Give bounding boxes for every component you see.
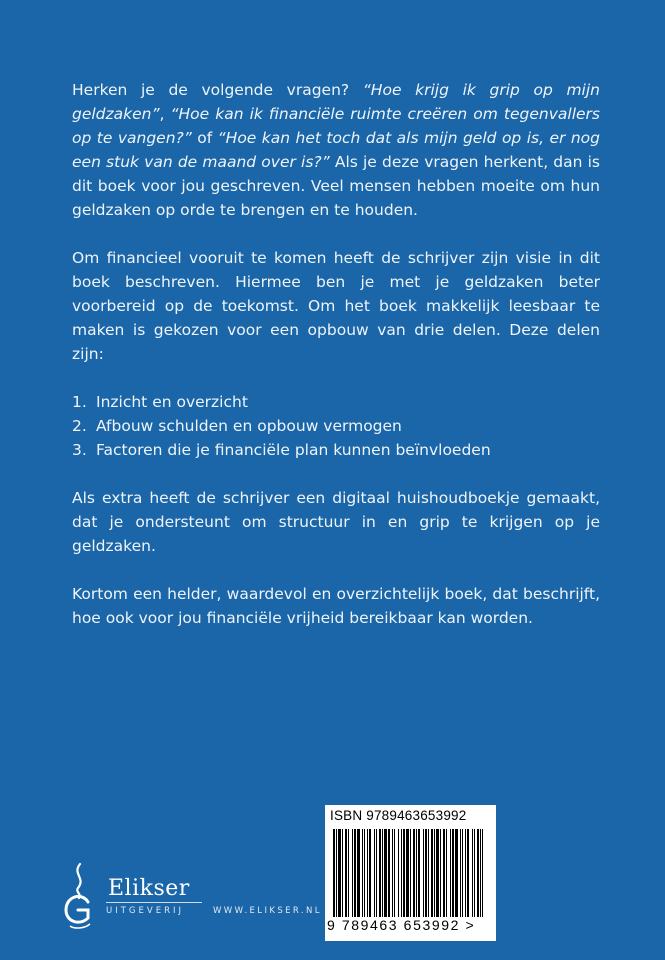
barcode-bar — [384, 829, 387, 917]
barcode-bar — [394, 829, 395, 917]
barcode-bar — [423, 829, 424, 917]
publisher-name: Elikser — [108, 876, 190, 901]
barcode-bar — [364, 829, 365, 917]
list-text: Afbouw schulden en opbouw vermogen — [96, 417, 402, 435]
list-number: 1. — [72, 393, 87, 411]
isbn-label: ISBN 9789463653992 — [330, 808, 467, 823]
barcode-bar — [465, 829, 466, 917]
barcode-bar — [472, 829, 473, 917]
barcode-bar — [431, 829, 433, 917]
publisher-logo — [58, 862, 208, 932]
list-number: 3. — [72, 441, 87, 459]
elikser-flame-icon — [58, 862, 98, 930]
barcode-bar — [338, 829, 341, 917]
paragraph-summary: Kortom een helder, waardevol en overzichtelijk boek, dat beschrijft, hoe ook voor jou financiële vrijheid bereikbaar kan worden. — [72, 585, 600, 627]
publisher-subtitle: UITGEVERIJ — [106, 906, 184, 916]
separator-1: , — [159, 105, 171, 123]
barcode-bar — [398, 829, 399, 917]
question-3: “Hoe kan het toch dat als mijn geld op is, er nog een stuk van de maand over is?” — [72, 129, 600, 171]
list-text: Factoren die je financiële plan kunnen beïnvloeden — [96, 441, 491, 459]
barcode-bar — [388, 829, 390, 917]
barcode-bar — [482, 829, 483, 917]
intro-text: Herken je de volgende vragen? — [72, 81, 363, 99]
paragraph-vision: Om financieel vooruit te komen heeft de schrijver zijn visie in dit boek beschreven. Hiermee ben je met je geldzaken beter voorbereid op de toekomst. Om het boek makkelijk leesbaar te maken is gekozen voor een opbouw van drie delen. Deze delen zijn: — [72, 249, 600, 363]
intro-rest: Als je deze vragen herkent, dan is dit boek voor jou geschreven. Veel mensen hebben moeite om hun geldzaken op orde te brengen en te houden. — [72, 153, 600, 219]
barcode-bar — [369, 829, 371, 917]
separator-2: of — [191, 129, 218, 147]
list-number: 2. — [72, 417, 87, 435]
barcode-bar — [446, 829, 447, 917]
barcode-bar — [352, 829, 353, 917]
paragraph-intro — [72, 78, 600, 222]
barcode-bar — [480, 829, 481, 917]
barcode-bar — [336, 829, 337, 917]
barcode-bar — [392, 829, 393, 917]
barcode-bar — [382, 829, 383, 917]
publisher-website: WWW.ELIKSER.NL — [213, 906, 322, 916]
barcode-bar — [403, 829, 405, 917]
barcode-bar — [452, 829, 454, 917]
barcode-bar — [460, 829, 461, 917]
barcode-bar — [345, 829, 347, 917]
list-text: Inzicht en overzicht — [96, 393, 248, 411]
barcode-bar — [348, 829, 349, 917]
question-1: “Hoe krijg ik grip op mijn geldzaken” — [72, 81, 600, 123]
barcode-bar — [401, 829, 402, 917]
isbn-barcode — [325, 805, 496, 941]
barcode-bar — [357, 829, 360, 917]
barcode-digits: 9 789463 653992 > — [327, 917, 476, 933]
barcode-bar — [413, 829, 415, 917]
barcode-bar — [467, 829, 469, 917]
list-item — [72, 390, 600, 414]
barcode-bar — [333, 829, 335, 917]
list-item — [72, 414, 600, 438]
barcode-bar — [477, 829, 479, 917]
barcode-bar — [362, 829, 363, 917]
barcode-bar — [379, 829, 381, 917]
barcode-bar — [428, 829, 429, 917]
barcode-bar — [443, 829, 445, 917]
barcode-bar — [410, 829, 411, 917]
barcode-bar — [436, 829, 439, 917]
question-2: “Hoe kan ik financiële ruimte creëren om tegenvallers op te vangen?” — [72, 105, 600, 147]
barcode-bar — [474, 829, 475, 917]
barcode-bar — [342, 829, 343, 917]
barcode-bar — [376, 829, 377, 917]
barcode-bar — [354, 829, 356, 917]
paragraph-extra: Als extra heeft de schrijver een digitaal huishoudboekje gemaakt, dat je ondersteunt om structuur in en grip te krijgen op je geldzaken. — [72, 489, 600, 555]
barcode-bars — [333, 829, 483, 917]
barcode-bar — [450, 829, 451, 917]
barcode-bar — [406, 829, 409, 917]
barcode-bar — [455, 829, 458, 917]
barcode-bar — [374, 829, 375, 917]
barcode-bar — [462, 829, 463, 917]
logo-divider — [106, 902, 202, 903]
barcode-bar — [367, 829, 368, 917]
barcode-bar — [425, 829, 427, 917]
barcode-bar — [440, 829, 441, 917]
parts-list — [72, 390, 600, 462]
barcode-bar — [434, 829, 435, 917]
barcode-bar — [418, 829, 420, 917]
back-cover-blurb — [72, 78, 600, 654]
list-item — [72, 438, 600, 462]
barcode-bar — [416, 829, 417, 917]
